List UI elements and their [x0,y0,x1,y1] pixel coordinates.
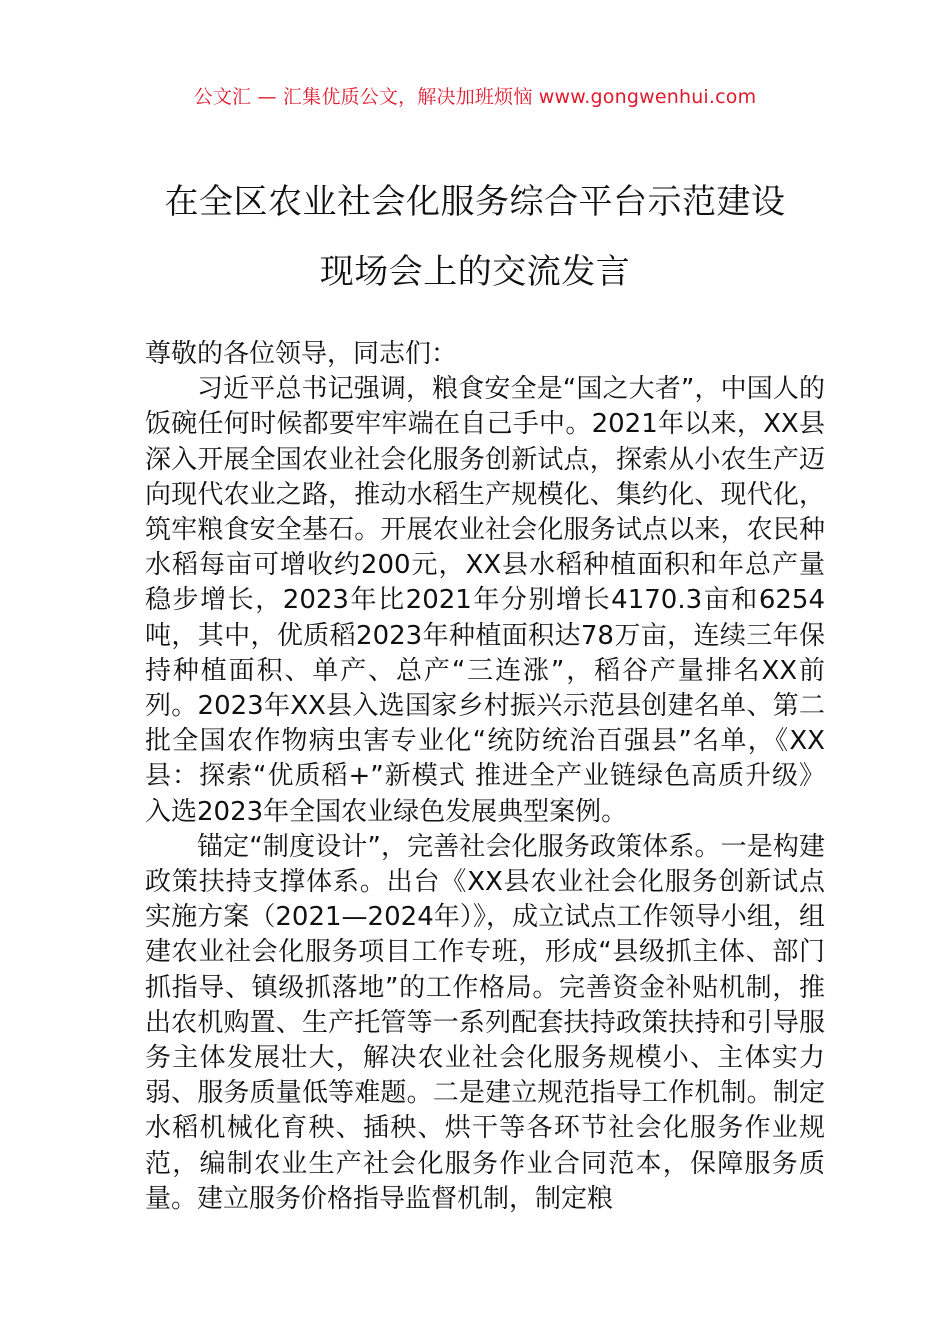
document-title-line-1: 在全区农业社会化服务综合平台示范建设 [164,182,786,222]
document-title-line-2: 现场会上的交流发言 [319,252,631,292]
site-banner: 公文汇 — 汇集优质公文，解决加班烦恼 www.gongwenhui.com [193,86,757,108]
paragraph-1: 习近平总书记强调，粮食安全是“国之大者”，中国人的饭碗任何时候都要牢牢端在自己手中。2021年以来，XX县深入开展全国农业社会化服务创新试点，探索从小农生产迈向现代农业之路，推动水稻生产规模化、集约化、现代化，筑牢粮食安全基石。开展农业社会化服务试点以来，农民种水稻每亩可增收约200元，XX县水稻种植面积和年总产量稳步增长，2023年比2021年分别增长4170.3亩和6254吨，其中，优质稻2023年种植面积达78万亩，连续三年保持种植面积、单产、总产“三连涨”，稻谷产量排名XX前列。2023年XX县入选国家乡村振兴示范县创建名单、第二批全国农作物病虫害专业化“统防统治百强县”名单，《XX县：探索“优质稻+”新模式 推进全产业链绿色高质升级》入选2023年全国农业绿色发展典型案例。 [145,374,825,827]
document-body [145,337,825,1217]
paragraph-2: 锚定“制度设计”，完善社会化服务政策体系。一是构建政策扶持支撑体系。出台《XX县农业社会化服务创新试点实施方案（2021—2024年）》，成立试点工作领导小组，组建农业社会化服务项目工作专班，形成“县级抓主体、部门抓指导、镇级抓落地”的工作格局。完善资金补贴机制，推出农机购置、生产托管等一系列配套扶持政策扶持和引导服务主体发展壮大，解决农业社会化服务规模小、主体实力弱、服务质量低等难题。二是建立规范指导工作机制。制定水稻机械化育秧、插秧、烘干等各环节社会化服务作业规范，编制农业生产社会化服务作业合同范本，保障服务质量。建立服务价格指导监督机制，制定粮 [145,831,825,1214]
salutation: 尊敬的各位领导，同志们： [145,339,458,369]
